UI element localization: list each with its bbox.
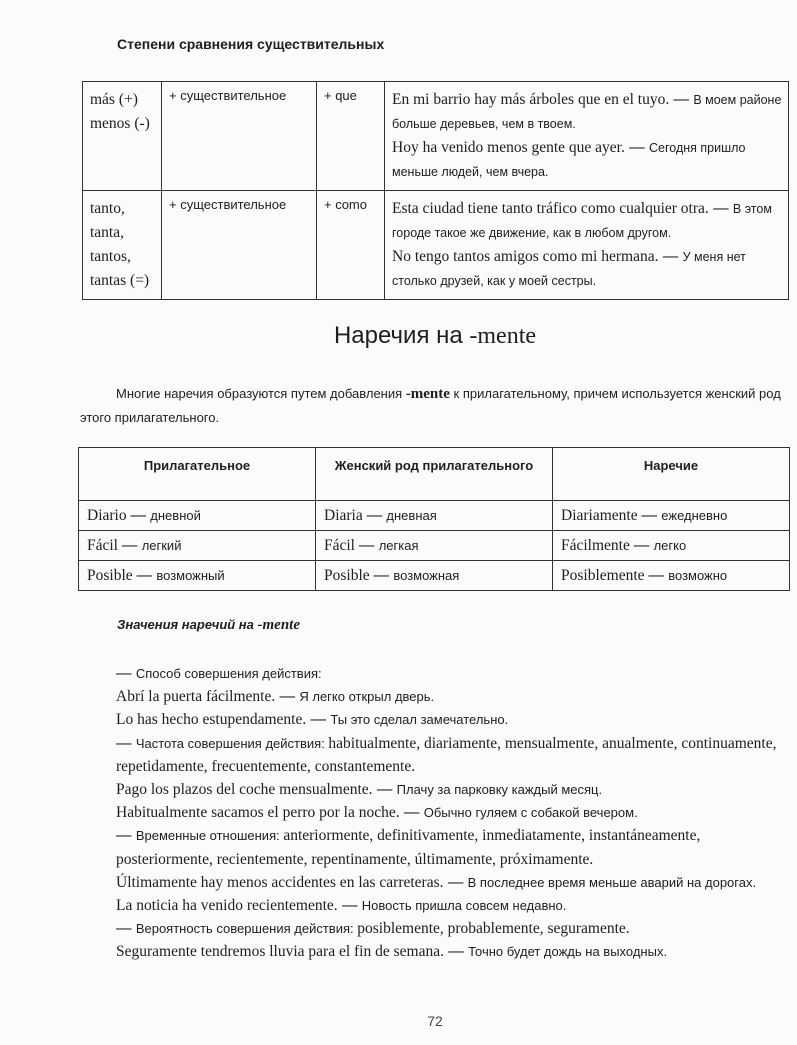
example-line: Lo has hecho estupendamente. — Ты это сделал замечательно.	[116, 711, 509, 729]
adverb-table	[78, 447, 790, 591]
example: No tengo tantos amigos como mi hermana. — У меня нет столько друзей, как у моей сестры.	[392, 248, 746, 288]
example: Esta ciudad tiene tanto tráfico como cualquier otra. — В этом городе такое же движение, как в любом другом.	[392, 200, 772, 240]
example-line: Abrí la puerta fácilmente. — Я легко открыл дверь.	[116, 688, 435, 706]
meanings-body	[80, 662, 790, 964]
table-row	[83, 191, 789, 300]
connector-cell: + que	[317, 82, 385, 191]
table-row	[83, 82, 789, 191]
comparison-word: tantos,	[90, 248, 131, 265]
example-line: La noticia ha venido recientemente. — Новость пришла совсем недавно.	[116, 897, 567, 915]
meaning-line: — Вероятность совершения действия: posiblemente, probablemente, seguramente.	[116, 920, 630, 938]
meaning-line: — Способ совершения действия:	[116, 665, 322, 682]
column-header: Наречие	[553, 448, 790, 501]
example-line: Pago los plazos del coche mensualmente. — Плачу за парковку каждый месяц.	[116, 781, 603, 799]
comparison-word: menos (-)	[90, 115, 150, 132]
example: Hoy ha venido menos gente que ayer. — Сегодня пришло меньше людей, чем вчера.	[392, 139, 746, 179]
table-header-row	[79, 448, 790, 501]
table-row: Fácil — легкий Fácil — легкая Fácilmente — легко	[79, 531, 790, 561]
page-number: 72	[427, 1013, 443, 1029]
meaning-line: — Частота совершения действия: habitualmente, diariamente, mensualmente, anualmente, continuamente, repetidamente, frecuentemente, constantemente.	[116, 734, 777, 775]
example-line: Seguramente tendremos lluvia para el fin de semana. — Точно будет дождь на выходных.	[116, 943, 668, 961]
meaning-line: — Временные отношения: anteriormente, definitivamente, inmediatamente, instantáneamente, posteriormente, recientemente, repentinamente, últimamente, próximamente.	[116, 827, 701, 868]
comparison-table	[82, 81, 789, 300]
comparison-word: tanto,	[90, 200, 125, 217]
table-row: Diario — дневной Diaria — дневная Diariamente — ежедневно	[79, 501, 790, 531]
section-heading: Наречия на -mente	[333, 322, 537, 349]
example: En mi barrio hay más árboles que en el tuyo. — В моем районе больше деревьев, чем в твоем.	[392, 91, 782, 131]
noun-cell: + существительное	[162, 82, 317, 191]
column-header: Женский род прилагательного	[316, 448, 553, 501]
table-row: Posible — возможный Posible — возможная Posiblemente — возможно	[79, 561, 790, 591]
column-header: Прилагательное	[79, 448, 316, 501]
comparison-word: más (+)	[90, 91, 138, 108]
comparison-title: Степени сравнения существительных	[117, 36, 385, 52]
noun-cell: + существительное	[162, 191, 317, 300]
example-line: Últimamente hay menos accidentes en las carreteras. — В последнее время меньше аварий на дорогах.	[116, 873, 757, 891]
connector-cell: + como	[317, 191, 385, 300]
intro-paragraph: Многие наречия образуются путем добавления -mente к прилагательному, причем используется женский род этого прилагательного.	[80, 386, 781, 425]
meanings-title: Значения наречий на -mente	[117, 617, 301, 633]
comparison-word: tanta,	[90, 224, 124, 241]
example-line: Habitualmente sacamos el perro por la noche. — Обычно гуляем с собакой вечером.	[116, 804, 638, 822]
comparison-word: tantas (=)	[90, 272, 150, 289]
